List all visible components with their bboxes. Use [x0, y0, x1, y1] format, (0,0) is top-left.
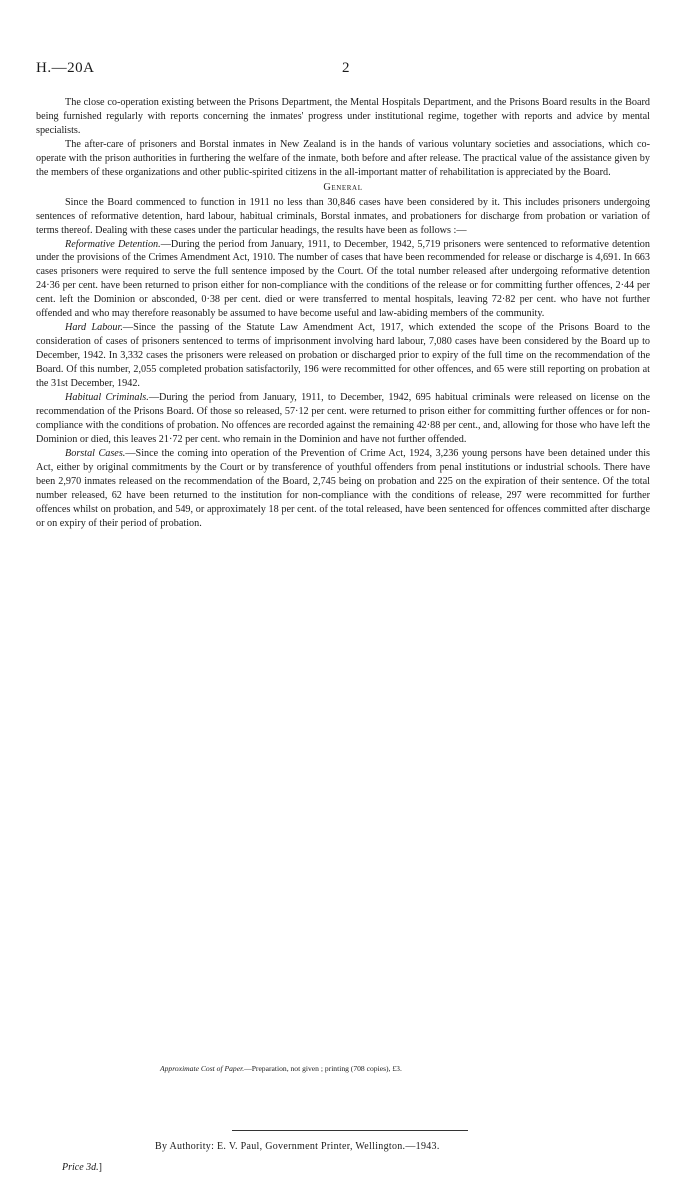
price-bracket: ] — [98, 1162, 102, 1173]
printer-authority — [155, 1141, 440, 1152]
paper-cost-label: Approximate Cost of Paper. — [160, 1064, 245, 1073]
reformative-detention-text: —During the period from January, 1911, to December, 1942, 5,719 prisoners were sentenced to reformative detention under the provisions of the Crimes Amendment Act, 1910. The number of cases that have been recommended for release or discharge is 4,691. In 663 cases prisoners were required to serve the full sentence imposed by the Court. Of the total number released after undergoing reformative detention 24·36 per cent. have been returned to prison either for non-compliance with the conditions of the release or for committing further offences, 2·44 per cent. left the Dominion or absconded, 0·38 per cent. died or were transferred to mental hospitals, leaving 72·82 per cent. who have not further offended and who may therefore reasonably be assumed to have become useful and law-abiding members of the community. — [36, 238, 650, 320]
habitual-criminals-heading: Habitual Criminals. — [65, 392, 149, 404]
authority-printer: E. V. Paul, Government Printer, Wellington.—1943. — [217, 1141, 440, 1152]
document-reference: H.—20A — [36, 60, 95, 76]
hard-labour-heading: Hard Labour. — [65, 322, 123, 334]
section-heading-general: General — [323, 181, 363, 193]
paragraph-habitual-criminals — [36, 391, 650, 447]
habitual-criminals-text: —During the period from January, 1911, to December, 1942, 695 habitual criminals were released on license on the recommendation of the Prisons Board. Of those so released, 57·12 per cent. were returned to prison either for committing further offences or for non-compliance with the conditions of probation. No offences are recorded against the remaining 42·88 per cent., and, allowing for those who have left the Dominion or died, this leaves 21·72 per cent. who remain in the Dominion and have not further offended. — [36, 392, 651, 445]
paper-cost-note — [160, 1064, 402, 1073]
borstal-cases-text: —Since the coming into operation of the Prevention of Crime Act, 1924, 3,236 young persons have been detained under this Act, either by original commitments by the Court or by transference of youthful offenders from penal institutions or industrial schools. There have been 2,970 inmates released on the recommendation of the Board, 2,745 being on probation and 225 on the expiration of their sentence. Of the total number released, 62 have been returned to the institution for non-compliance with the conditions of release, 297 were recommitted for further offences whilst on probation, and 549, or approximately 18 per cent. of the total released, have been sentenced for offences committed after discharge or on expiry of their period of probation. — [36, 447, 650, 529]
paragraph-hard-labour — [36, 321, 650, 391]
borstal-cases-heading: Borstal Cases. — [65, 447, 126, 459]
authority-prefix: By Authority: — [155, 1141, 215, 1152]
page-number: 2 — [342, 60, 350, 76]
reformative-detention-heading: Reformative Detention. — [65, 238, 161, 250]
paragraph-after-care: The after-care of prisoners and Borstal inmates in New Zealand is in the hands of various voluntary societies and associations, which co-operate with the prison authorities in furthering the welfare of the inmate, both before and after release. The practical value of the assistance given by the members of these organizations and other public-spirited citizens in the all-important matter of rehabilitation is appreciated by the Board. — [36, 138, 650, 178]
paragraph-cooperation: The close co-operation existing between the Prisons Department, the Mental Hospitals Department, and the Prisons Board results in the Board being furnished regularly with reports concerning the inmates' progress under institutional regime, together with reports and advice by mental specialists. — [36, 97, 650, 136]
price-note — [62, 1162, 102, 1173]
footer-divider — [232, 1130, 468, 1131]
paragraph-general-summary: Since the Board commenced to function in 1911 no less than 30,846 cases have been considered by it. This includes prisoners undergoing sentences of reformative detention, hard labour, habitual criminals, Borstal inmates, and probationers for discharge from probation or variation of terms thereof. Dealing with these cases under the particular headings, the results have been as follows :— — [36, 196, 650, 236]
document-body — [36, 96, 650, 531]
price-text: Price 3d. — [62, 1162, 99, 1173]
paragraph-reformative-detention — [36, 238, 650, 322]
paper-cost-text: —Preparation, not given ; printing (708 copies), £3. — [244, 1064, 402, 1073]
hard-labour-text: —Since the passing of the Statute Law Amendment Act, 1917, which extended the scope of the Prisons Board to the consideration of cases of prisoners sentenced to terms of imprisonment involving hard labour, 7,080 cases have been considered by the Board up to December, 1942. In 3,332 cases the prisoners were released on probation or discharged prior to expiry of the full time on the recommendation of the Board. Of this number, 2,055 completed probation satisfactorily, 196 were recommitted for other offences, and 65 were still reporting on probation at the 31st December, 1942. — [36, 322, 650, 390]
paragraph-borstal-cases — [36, 447, 650, 531]
page-header — [36, 60, 666, 84]
